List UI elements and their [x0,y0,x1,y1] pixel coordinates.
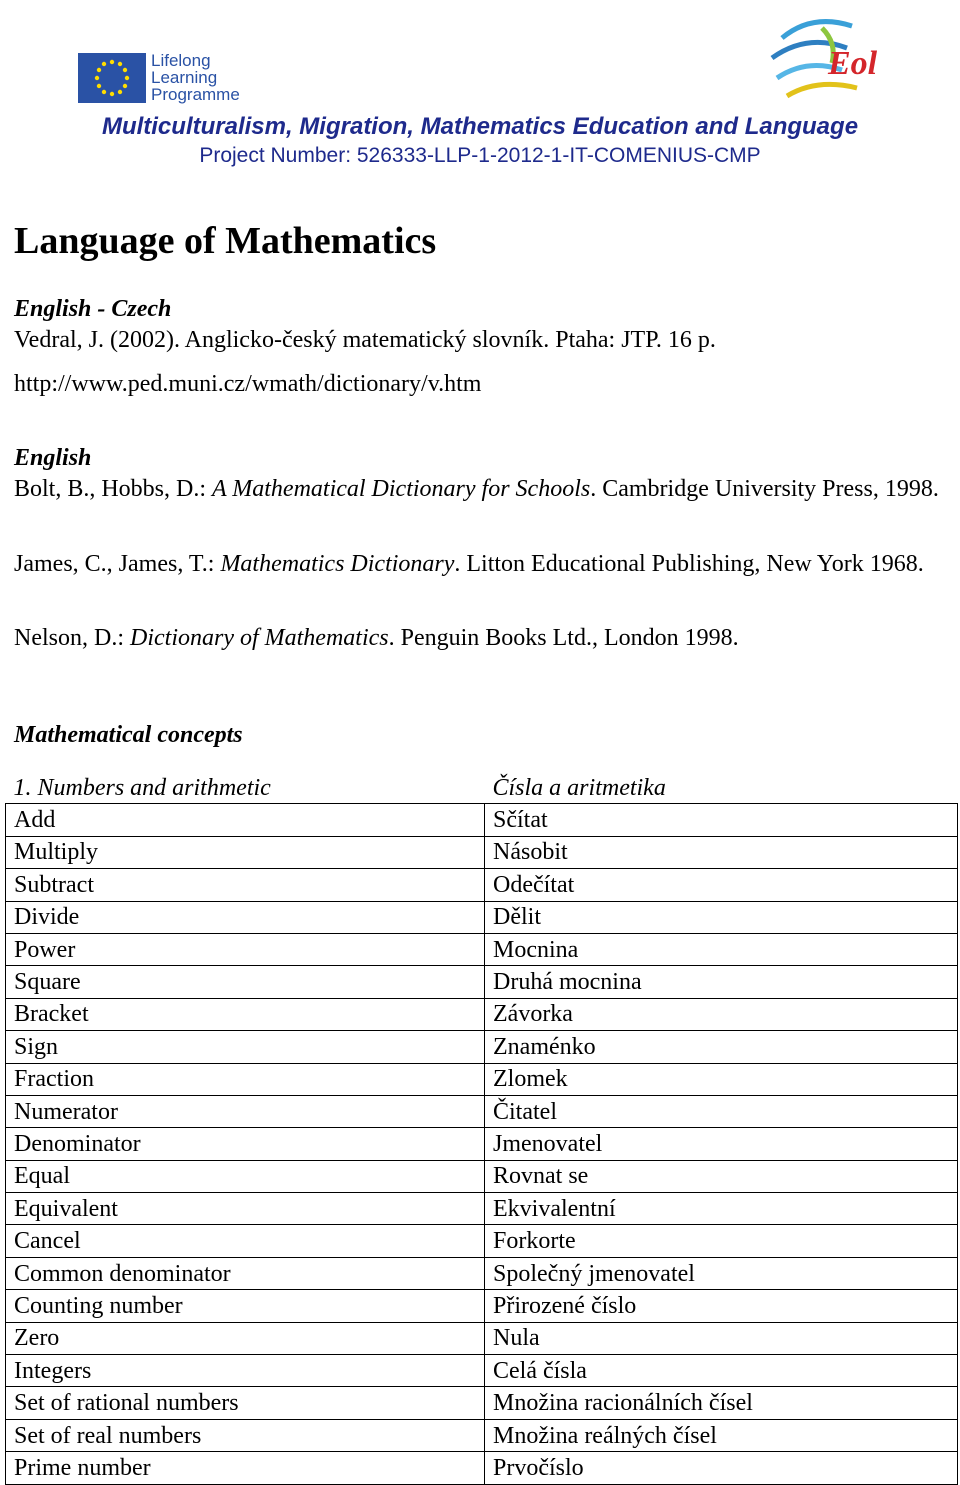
vocabulary-table [5,772,958,1485]
table-row [6,869,958,901]
table-row [6,1419,958,1451]
czech-term: Množina racionálních čísel [485,1387,958,1419]
table-header-czech: Čísla a aritmetika [492,774,666,801]
czech-term: Zlomek [485,1063,958,1095]
czech-term: Množina reálných čísel [485,1419,958,1451]
english-term: Numerator [6,1095,485,1127]
czech-term: Závorka [485,998,958,1030]
eu-flag-logo [78,53,146,103]
czech-term: Čitatel [485,1095,958,1127]
czech-term: Ekvivalentní [485,1193,958,1225]
table-row [6,1095,958,1127]
table-row [6,966,958,998]
czech-term: Rovnat se [485,1160,958,1192]
reference-url: http://www.ped.muni.cz/wmath/dictionary/v.htm [14,371,482,397]
english-term: Set of real numbers [6,1419,485,1451]
table-row [6,804,958,836]
table-row [6,1225,958,1257]
english-term: Equivalent [6,1193,485,1225]
llp-logo-text: Lifelong Learning Programme [151,51,240,104]
project-title: Multiculturalism, Migration, Mathematics Education and Language [101,113,859,140]
english-term: Counting number [6,1290,485,1322]
table-row [6,1128,958,1160]
english-term: Divide [6,901,485,933]
english-term: Cancel [6,1225,485,1257]
eol-logo [762,8,878,108]
english-term: Power [6,933,485,965]
table-row [6,1387,958,1419]
table-row [6,1290,958,1322]
english-term: Equal [6,1160,485,1192]
czech-term: Jmenovatel [485,1128,958,1160]
czech-term: Mocnina [485,933,958,965]
table-row [6,901,958,933]
heading-mathematical-concepts: Mathematical concepts [14,722,243,748]
table-row [6,1355,958,1387]
table-row [6,1160,958,1192]
czech-term: Prvočíslo [485,1452,958,1484]
czech-term: Celá čísla [485,1355,958,1387]
english-term: Square [6,966,485,998]
czech-term: Společný jmenovatel [485,1257,958,1289]
czech-term: Sčítat [485,804,958,836]
table-row [6,1063,958,1095]
czech-term: Forkorte [485,1225,958,1257]
english-term: Set of rational numbers [6,1387,485,1419]
english-term: Subtract [6,869,485,901]
english-term: Multiply [6,836,485,868]
english-term: Add [6,804,485,836]
svg-text:Eol: Eol [828,45,878,82]
english-term: Integers [6,1355,485,1387]
table-row [6,836,958,868]
table-header-english: 1. Numbers and arithmetic [13,774,271,801]
table-row [6,933,958,965]
table-row [6,1452,958,1484]
project-number: Project Number: 526333-LLP-1-2012-1-IT-COMENIUS-CMP [199,144,761,167]
table-row [6,1193,958,1225]
english-term: Prime number [6,1452,485,1484]
czech-term: Znaménko [485,1031,958,1063]
czech-term: Nula [485,1322,958,1354]
czech-term: Druhá mocnina [485,966,958,998]
reference-james: James, C., James, T.: Mathematics Dictionary. Litton Educational Publishing, New York 1968. [14,551,924,577]
english-term: Fraction [6,1063,485,1095]
heading-english-czech: English - Czech [14,296,172,322]
reference-vedral: Vedral, J. (2002). Anglicko-český matematický slovník. Ptaha: JTP. 16 p. [14,327,716,353]
table-row [6,998,958,1030]
reference-nelson: Nelson, D.: Dictionary of Mathematics. Penguin Books Ltd., London 1998. [14,625,739,651]
reference-bolt: Bolt, B., Hobbs, D.: A Mathematical Dictionary for Schools. Cambridge University Press, 1998. [14,476,939,502]
czech-term: Dělit [485,901,958,933]
czech-term: Násobit [485,836,958,868]
table-row [6,1257,958,1289]
english-term: Denominator [6,1128,485,1160]
english-term: Common denominator [6,1257,485,1289]
english-term: Zero [6,1322,485,1354]
table-row [6,1031,958,1063]
english-term: Bracket [6,998,485,1030]
czech-term: Odečítat [485,869,958,901]
table-header-row [6,772,958,804]
heading-english: English [14,445,92,471]
table-row [6,1322,958,1354]
document-title: Language of Mathematics [14,220,437,262]
english-term: Sign [6,1031,485,1063]
page-header [0,0,960,180]
czech-term: Přirozené číslo [485,1290,958,1322]
